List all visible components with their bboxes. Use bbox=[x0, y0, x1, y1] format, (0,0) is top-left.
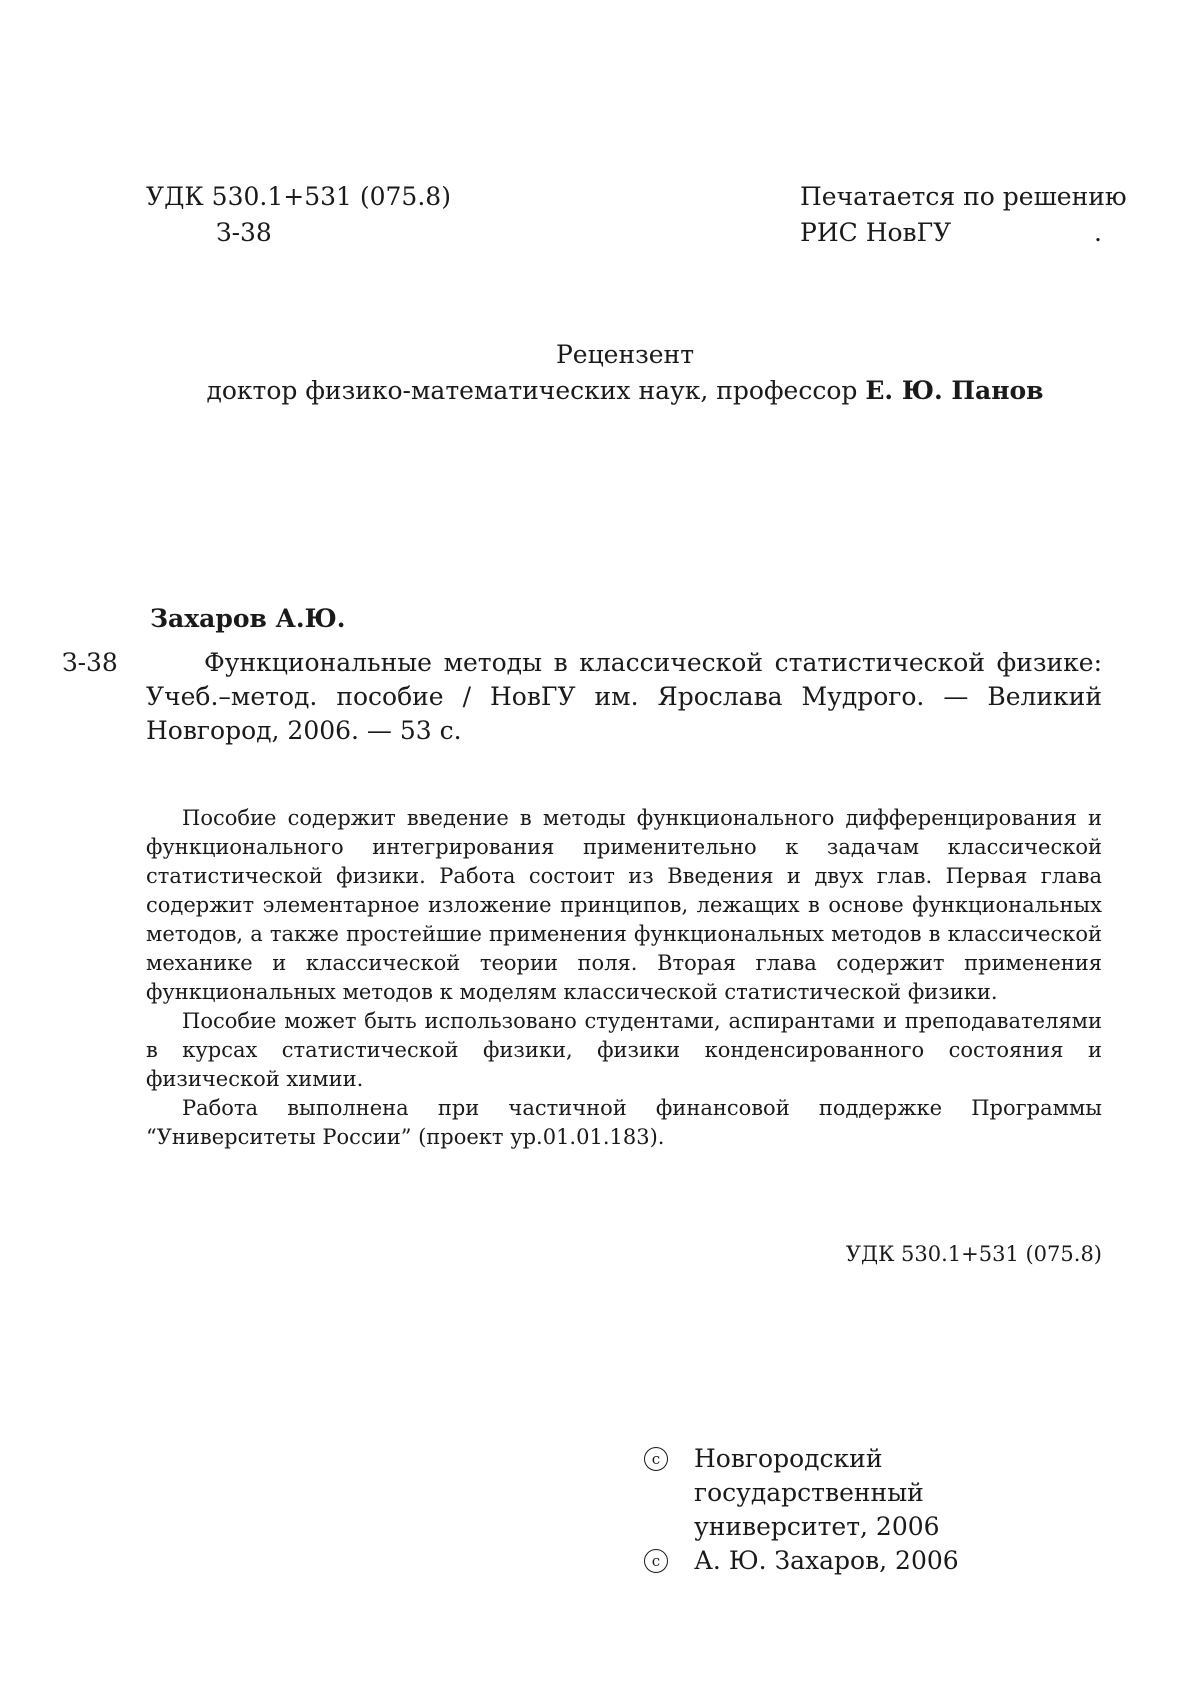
copyright-block bbox=[644, 1442, 1104, 1578]
copyright-holder: А. Ю. Захаров, 2006 bbox=[694, 1546, 959, 1575]
reviewer-credentials: доктор физико-математических наук, профессор bbox=[206, 376, 858, 405]
abstract-paragraph: Пособие может быть использовано студентами, аспирантами и преподавателями в курсах статистической физики, физики конденсированного состояния и физической химии. bbox=[146, 1009, 1102, 1091]
bibliographic-description: Функциональные методы в классической статистической физике: Учеб.–метод. пособие / НовГУ им. Ярослава Мудрого. — Великий Новгород, 2006. — 53 с. bbox=[146, 648, 1102, 745]
abstract-paragraph: Пособие содержит введение в методы функционального дифференцирования и функционального интегрирования применительно к задачам классической статистической физики. Работа состоит из Введения и двух глав. Первая глава содержит элементарное изложение принципов, лежащих в основе функциональных методов, а также простейшие применения функциональных методов в классической механике и классической теории поля. Вторая глава содержит применения функциональных методов к моделям классической статистической физики. bbox=[146, 806, 1102, 1004]
print-approval-line1: Печатается по решению bbox=[800, 182, 1127, 211]
catalog-code-side: З-38 bbox=[62, 648, 118, 677]
copyright-line bbox=[644, 1544, 1104, 1578]
print-approval-dot: . bbox=[1094, 218, 1102, 247]
reviewer-heading: Рецензент bbox=[555, 340, 695, 369]
reviewer-name: Е. Ю. Панов bbox=[865, 376, 1044, 405]
print-approval-line2: РИС НовГУ bbox=[800, 218, 952, 247]
copyright-line bbox=[644, 1442, 1104, 1544]
author-name: Захаров А.Ю. bbox=[150, 604, 346, 633]
copyright-holder: Новгородский государственный университет, 2006 bbox=[694, 1444, 940, 1541]
copyright-icon: c bbox=[644, 1447, 668, 1471]
abstract-paragraph: Работа выполнена при частичной финансовой поддержке Программы “Университеты России” (проект ур.01.01.183). bbox=[146, 1096, 1102, 1149]
catalog-code-header: З-38 bbox=[216, 218, 272, 247]
udk-header: УДК 530.1+531 (075.8) bbox=[146, 182, 451, 211]
abstract bbox=[146, 804, 1102, 1152]
reviewer-line bbox=[0, 374, 1200, 408]
udk-footer: УДК 530.1+531 (075.8) bbox=[845, 1242, 1102, 1266]
copyright-icon: c bbox=[644, 1549, 668, 1573]
